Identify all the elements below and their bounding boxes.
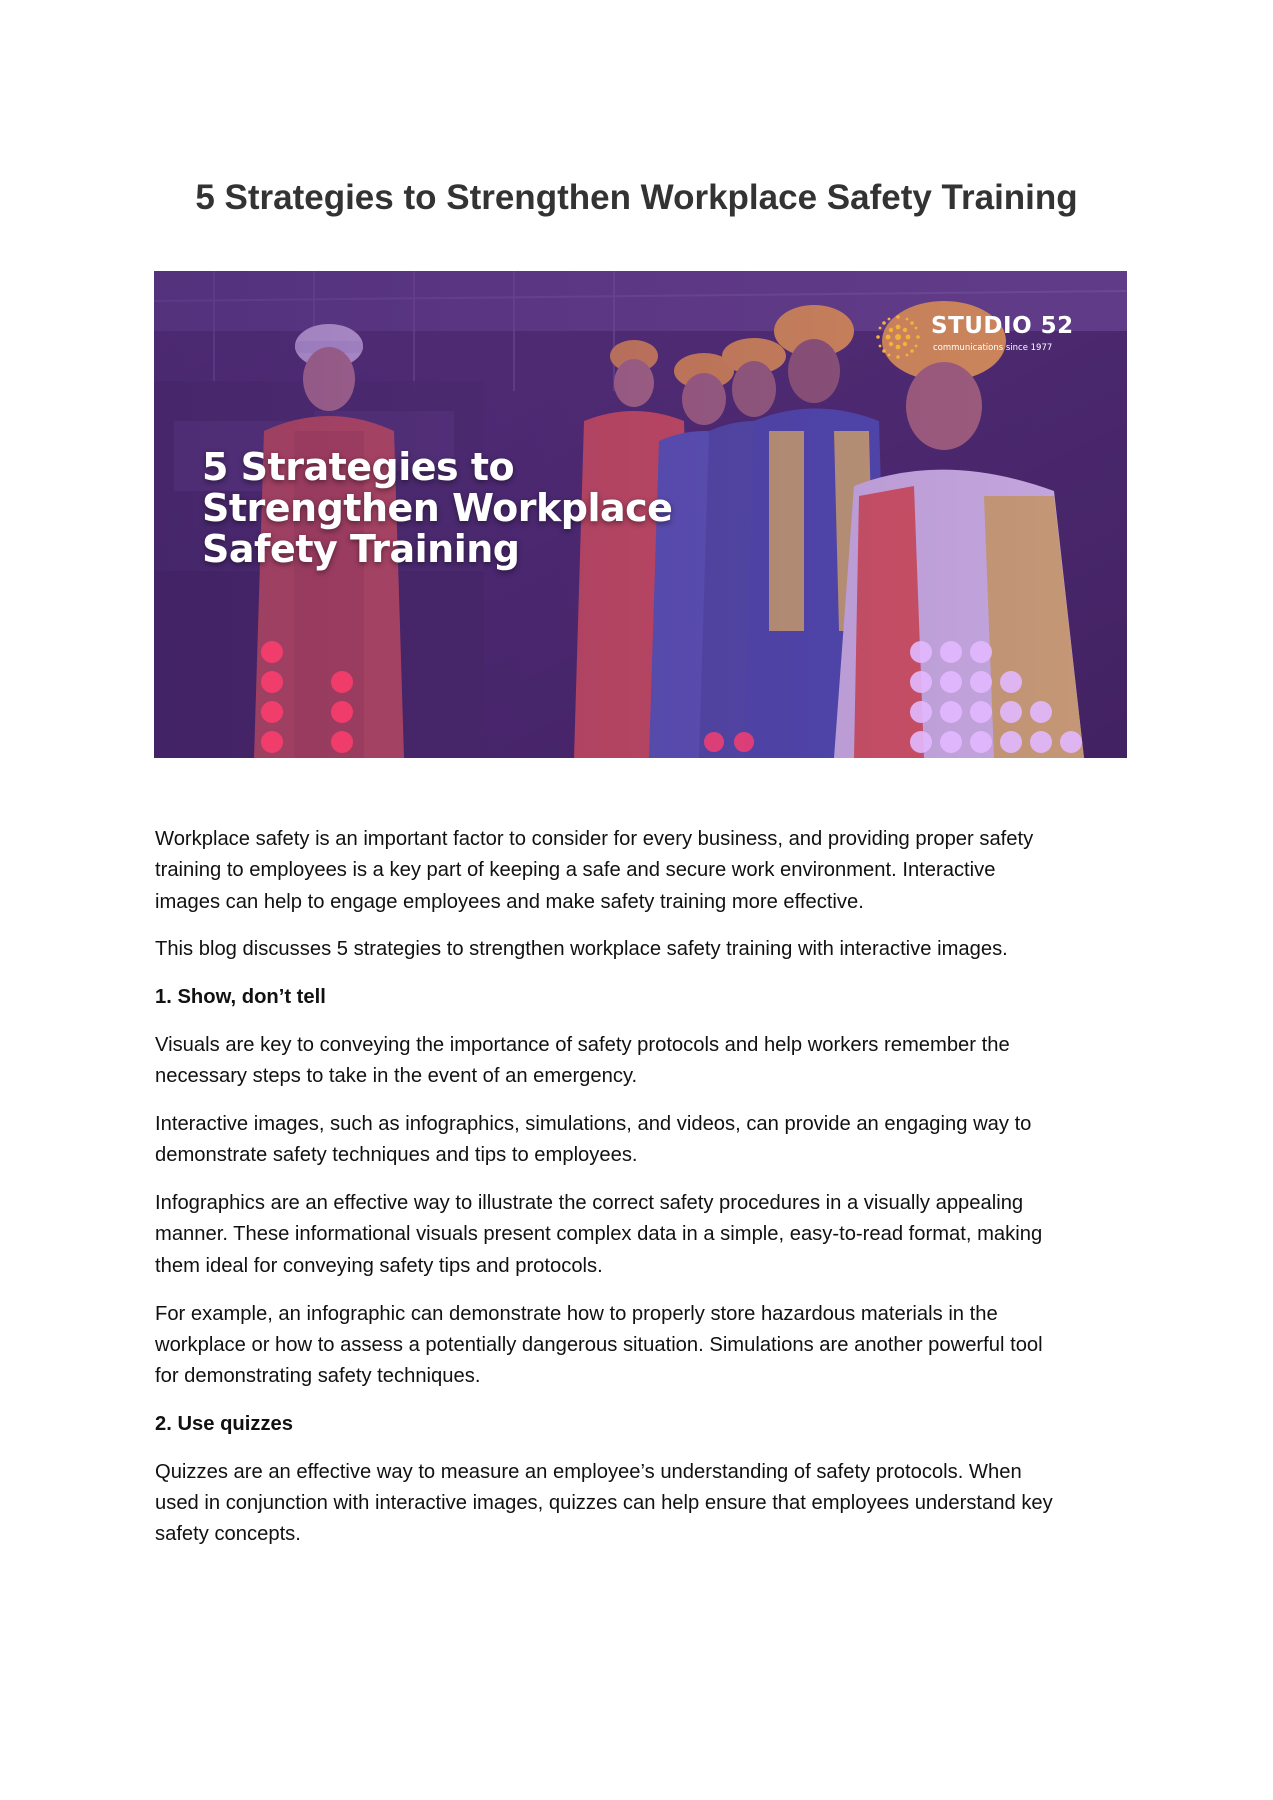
brand-name: STUDIO 52 <box>931 313 1074 339</box>
section-paragraph: Visuals are key to conveying the importance of safety protocols and help workers remember the necessary steps to take in the event of an emergency. <box>155 1033 1010 1088</box>
section-paragraph: Interactive images, such as infographics, simulations, and videos, can provide an engaging way to demonstrate safety techniques and tips to employees. <box>155 1113 1032 1167</box>
section-heading: 1. Show, don’t tell <box>155 986 326 1009</box>
section-paragraph: Infographics are an effective way to illustrate the correct safety procedures in a visually appealing manner. These informational visuals present complex data in a simple, easy-to-read format, making them ideal for conveying safety tips and protocols. <box>155 1192 1043 1277</box>
page-title: 5 Strategies to Strengthen Workplace Safety Training <box>195 178 1078 217</box>
hero-image <box>154 271 1127 758</box>
sunburst-logo-icon <box>869 309 927 365</box>
hero-headline-line: 5 Strategies to <box>202 445 515 489</box>
hero-headline-line: Strengthen Workplace <box>202 486 673 530</box>
hero-headline <box>202 447 722 570</box>
studio52-logo <box>869 309 1085 365</box>
hero-headline-line: Safety Training <box>202 527 520 571</box>
section-paragraph: For example, an infographic can demonstrate how to properly store hazardous materials in the workplace or how to assess a potentially dangerous situation. Simulations are another powerful tool for demonstrating safety techniques. <box>155 1302 1043 1388</box>
section-heading: 2. Use quizzes <box>155 1412 294 1435</box>
section-paragraph: Quizzes are an effective way to measure an employee’s understanding of safety protocols. When used in conjunction with interactive images, quizzes can help ensure that employees understand key safety concepts. <box>155 1460 1053 1546</box>
brand-tagline: communications since 1977 <box>933 343 1053 353</box>
overview-paragraph: This blog discusses 5 strategies to strengthen workplace safety training with interactive images. <box>155 938 1008 961</box>
article-body <box>155 824 1145 1567</box>
intro-paragraph: Workplace safety is an important factor to consider for every business, and providing proper safety training to employees is a key part of keeping a safe and secure work environment. Interactive images can help to engage employees and make safety training more effective. <box>155 828 1034 913</box>
